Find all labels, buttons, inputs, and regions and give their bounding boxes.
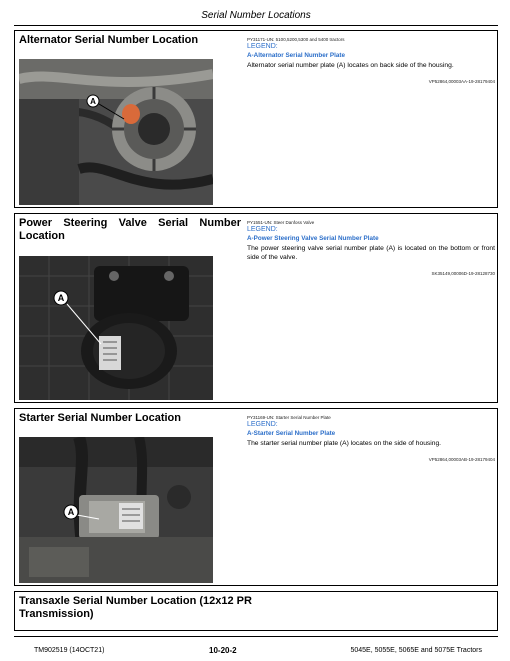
power-steering-photo <box>19 256 213 400</box>
description: Alternator serial number plate (A) locates on back side of the housing. <box>247 62 454 69</box>
description: The starter serial number plate (A) locates on the side of housing. <box>247 440 442 447</box>
page-number: 10-20-2 <box>209 646 237 655</box>
callout-a: A <box>67 507 75 517</box>
callout-a: A <box>57 293 65 303</box>
power-steering-section <box>14 213 498 403</box>
transaxle-section <box>14 591 498 631</box>
reference-code: VP52864,00003AB-19-28179404 <box>428 457 495 462</box>
callout-a: A <box>90 97 96 106</box>
document-id: TM902519 (14OCT21) <box>34 647 105 654</box>
legend-item: A-Alternator Serial Number Plate <box>247 52 345 59</box>
starter-section <box>14 408 498 586</box>
page-header <box>14 0 498 26</box>
figure-reference: PY31169-UN: Starter Serial Number Plate <box>247 415 331 420</box>
page-title: Serial Number Locations <box>201 10 311 21</box>
section-title: Alternator Serial Number Location <box>19 34 199 46</box>
reference-code: SK35149,00006D-19-28128730 <box>431 271 495 276</box>
section-title: Transaxle Serial Number Location (12x12 PR Transmission) <box>19 595 252 620</box>
alternator-photo <box>19 59 213 205</box>
alternator-info <box>247 37 495 84</box>
figure-reference: PY1551-UN: Steer Danfoss Valve <box>247 220 315 225</box>
legend-heading: LEGEND: <box>247 43 278 50</box>
starter-photo <box>19 437 213 583</box>
starter-info <box>247 415 495 462</box>
legend-heading: LEGEND: <box>247 226 278 233</box>
legend-item: A-Power Steering Valve Serial Number Plate <box>247 235 379 242</box>
legend-item: A-Starter Serial Number Plate <box>247 430 336 437</box>
section-title: Power Steering Valve Serial Number Location <box>19 217 241 242</box>
description: The power steering valve serial number plate (A) is located on the bottom or front side of the valve. <box>247 245 495 261</box>
section-title: Starter Serial Number Location <box>19 412 181 424</box>
power-steering-info <box>247 220 495 276</box>
model-list: 5045E, 5055E, 5065E and 5075E Tractors <box>350 647 482 654</box>
page-footer <box>14 636 498 661</box>
reference-code: VP52864,00003AA-19-28179404 <box>428 79 495 84</box>
legend-heading: LEGEND: <box>247 421 278 428</box>
alternator-section <box>14 30 498 208</box>
figure-reference: PY31171-UN: 5100,5200,5300 and 5400 tractors <box>247 37 345 42</box>
